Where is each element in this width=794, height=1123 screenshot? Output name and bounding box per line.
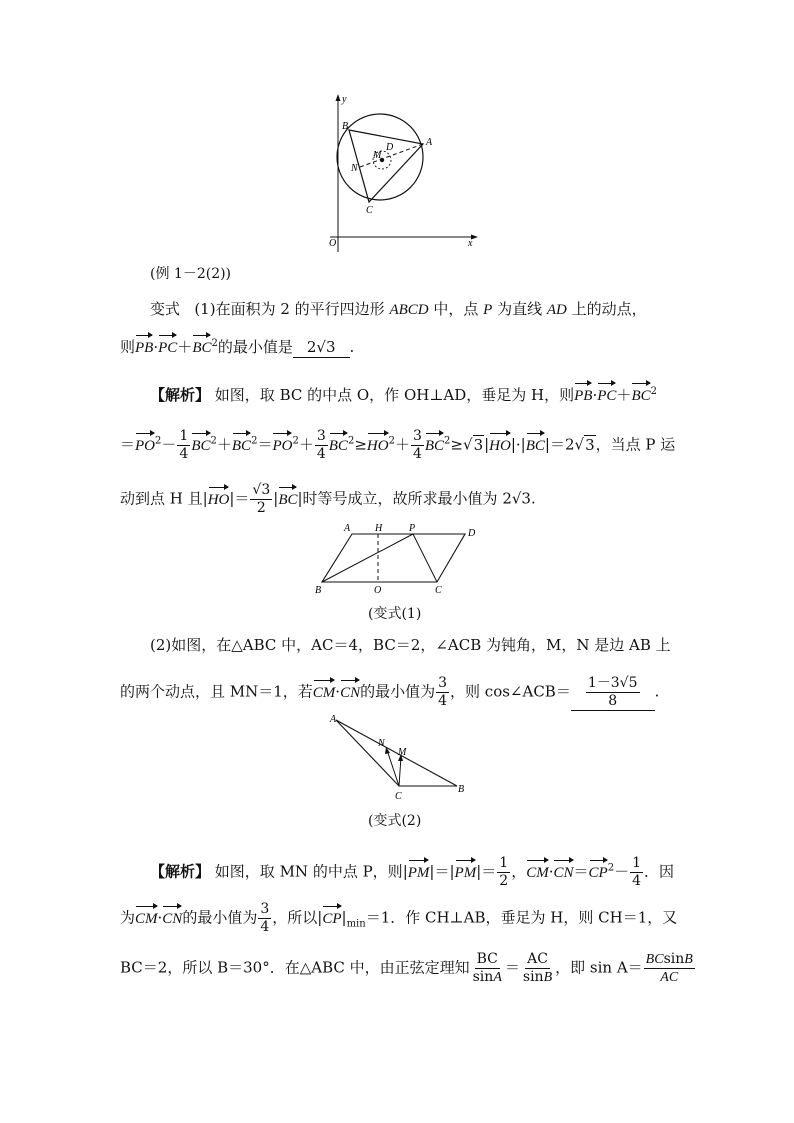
analysis2-line1: 【解析】 如图，取 MN 的中点 P，则|PM|＝|PM|＝ $\frac{1}{2}$ ，$CM\cdot CN=CP^2-$ $\frac{1}{4}$ ．因 — [150, 855, 675, 889]
answer-blank-2: $\frac{1-3√5}{8}$ — [571, 675, 655, 711]
figure-triangle-mn — [325, 712, 470, 804]
svg-text:M: M — [398, 747, 407, 758]
svg-text:O: O — [374, 585, 382, 594]
svg-text:A: A — [426, 137, 433, 148]
svg-text:C: C — [395, 791, 402, 802]
figure2-caption: (变式(1) — [368, 606, 422, 622]
svg-text:M: M — [373, 150, 382, 161]
analysis1-line2: $=PO^2-$ $\frac{1}{4}$ $BC^2+BC^2=PO^2+$ $\frac{3}{4}$ $BC^2\ge HO^2+$ $\frac{3}{4}$ $BC^2\ge√3|HO|\cdot|BC|=2√3$，当点 P 运 — [120, 428, 676, 462]
analysis2-line2: 为CM·CN的最小值为 $\frac{3}{4}$ ，所以$|CP|_{min}=1$．作 CH⊥AB，垂足为 H，则 CH＝1，又 — [120, 901, 678, 935]
variant1-line1: 变式 (1)在面积为 2 的平行四边形 ABCD 中，点 P 为直线 AD 上的动点， — [150, 300, 647, 318]
figure-parallelogram — [310, 522, 490, 594]
svg-text:B: B — [342, 121, 349, 132]
variant2-line1: (2)如图，在△ABC 中，AC＝4，BC＝2，∠ACB 为钝角，M，N 是边 AB 上 — [150, 636, 671, 654]
svg-text:y: y — [342, 94, 347, 105]
svg-text:D: D — [468, 528, 476, 539]
svg-text:O: O — [329, 238, 337, 249]
svg-text:N: N — [378, 738, 385, 749]
figure1-caption: (例 1－2(2)) — [150, 266, 232, 282]
variant1-line2: 则$PB\cdot PC+BC^2$的最小值是 2√3 . — [120, 338, 355, 356]
figure3-caption: (变式(2) — [368, 813, 422, 829]
svg-text:D: D — [386, 142, 394, 153]
analysis1-line1: 【解析】 如图，取 BC 的中点 O，作 OH⊥AD，垂足为 H，则$PB\cdot PC+BC^2$ — [150, 386, 657, 404]
svg-text:C: C — [435, 585, 442, 594]
svg-text:C: C — [366, 205, 373, 216]
svg-text:N: N — [351, 163, 358, 174]
svg-text:A: A — [344, 523, 351, 534]
analysis1-line3: 动到点 H 且|HO|＝ $\frac{√3}{2}$ |BC|时等号成立，故所求最小值为 2√3. — [120, 482, 536, 516]
figure-circle-triangle — [320, 92, 480, 254]
svg-text:A: A — [330, 714, 337, 725]
svg-text:P: P — [409, 523, 416, 534]
svg-text:B: B — [315, 585, 322, 594]
svg-text:B: B — [458, 784, 465, 795]
svg-text:x: x — [468, 238, 473, 249]
answer-blank: 2√3 — [293, 337, 350, 358]
svg-text:H: H — [375, 523, 383, 534]
analysis2-line3: BC＝2，所以 B＝30°．在△ABC 中，由正弦定理知 $\frac{BC}{\sin A}$ ＝ $\frac{AC}{\sin B}$ ，即 sin A＝ $\frac{BCsinB}{AC}$ — [120, 951, 693, 985]
variant2-line2: 的两个动点，且 MN＝1，若CM·CN的最小值为 $\frac{3}{4}$ ，则 cos∠ACB＝ $\frac{1-3√5}{8}$ . — [120, 675, 660, 709]
